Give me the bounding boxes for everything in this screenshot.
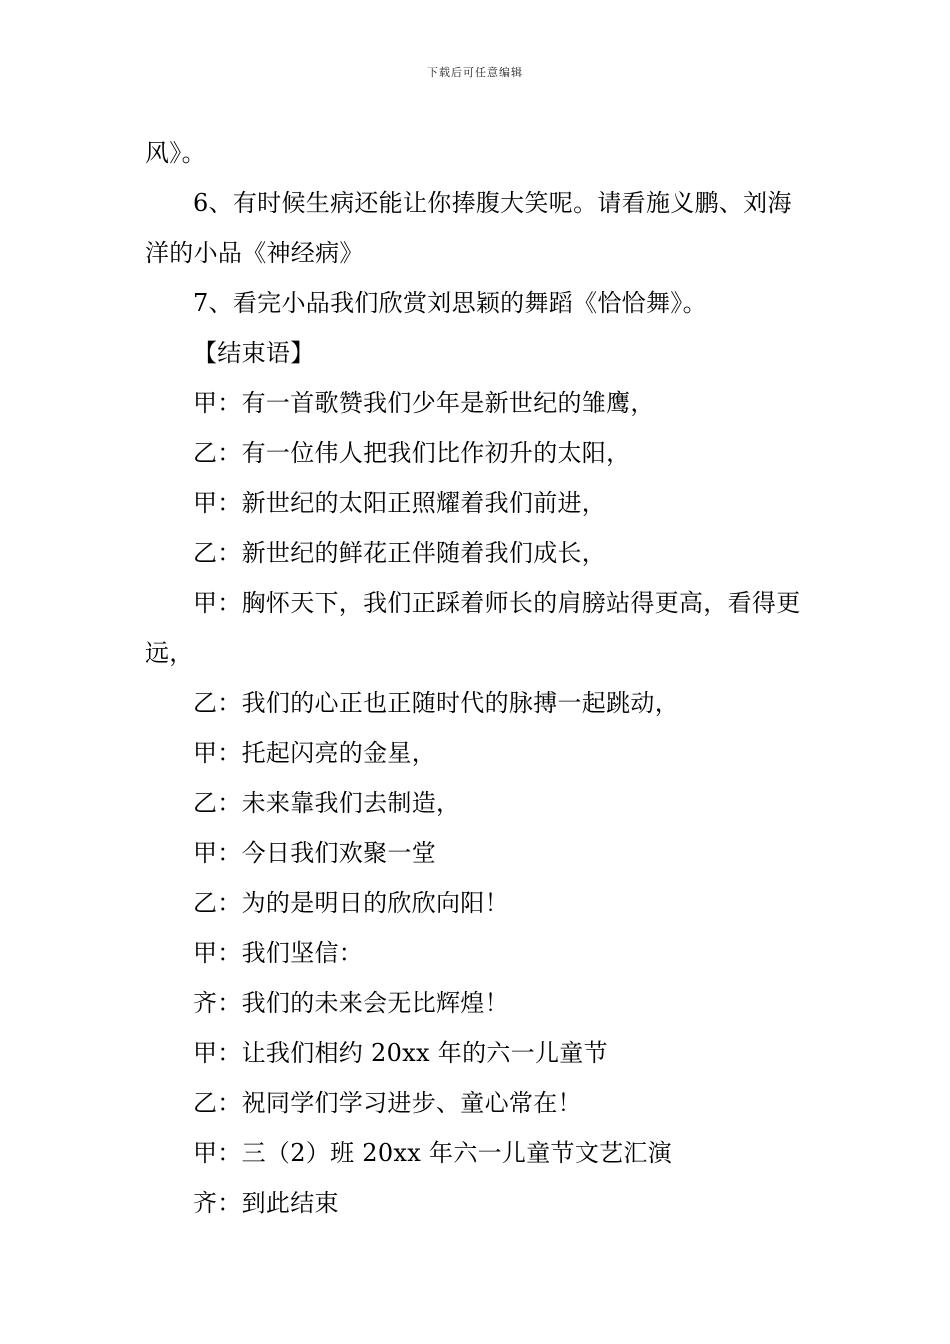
dialogue-line: 甲：胸怀天下，我们正踩着师长的肩膀站得更高，看得更远， (145, 589, 801, 667)
paragraph-item-7: 7、看完小品我们欣赏刘思颖的舞蹈《恰恰舞》。 (193, 289, 707, 317)
dialogue-line: 甲：我们坚信： (193, 939, 364, 967)
dialogue-line: 甲：有一首歌赞我们少年是新世纪的雏鹰， (193, 389, 655, 417)
document-body (145, 128, 810, 1228)
paragraph-item-6: 6、有时候生病还能让你捧腹大笑呢。请看施义鹏、刘海洋的小品《神经病》 (145, 189, 792, 267)
dialogue-line: 乙：新世纪的鲜花正伴随着我们成长， (193, 539, 607, 567)
dialogue-line: 乙：我们的心正也正随时代的脉搏一起跳动， (193, 689, 679, 717)
dialogue-line: 甲：三（2）班 20xx 年六一儿童节文艺汇演 (193, 1139, 673, 1167)
dialogue-line: 甲：新世纪的太阳正照耀着我们前进， (193, 489, 607, 517)
dialogue-line: 齐：我们的未来会无比辉煌！ (193, 989, 509, 1017)
dialogue-line: 甲：让我们相约 20xx 年的六一儿童节 (193, 1039, 608, 1067)
dialogue-line: 乙：未来靠我们去制造， (193, 789, 461, 817)
page-header: 下载后可任意编辑 (427, 66, 523, 79)
paragraph-continuation: 风》。 (145, 139, 206, 167)
dialogue-line: 甲：今日我们欢聚一堂 (193, 839, 436, 867)
dialogue-line: 乙：为的是明日的欣欣向阳！ (193, 889, 509, 917)
dialogue-line: 乙：祝同学们学习进步、童心常在！ (193, 1089, 582, 1117)
dialogue-line: 齐：到此结束 (193, 1189, 339, 1217)
dialogue-line: 乙：有一位伟人把我们比作初升的太阳， (193, 439, 631, 467)
dialogue-line: 甲：托起闪亮的金星， (193, 739, 436, 767)
section-heading-closing: 【结束语】 (193, 339, 315, 367)
